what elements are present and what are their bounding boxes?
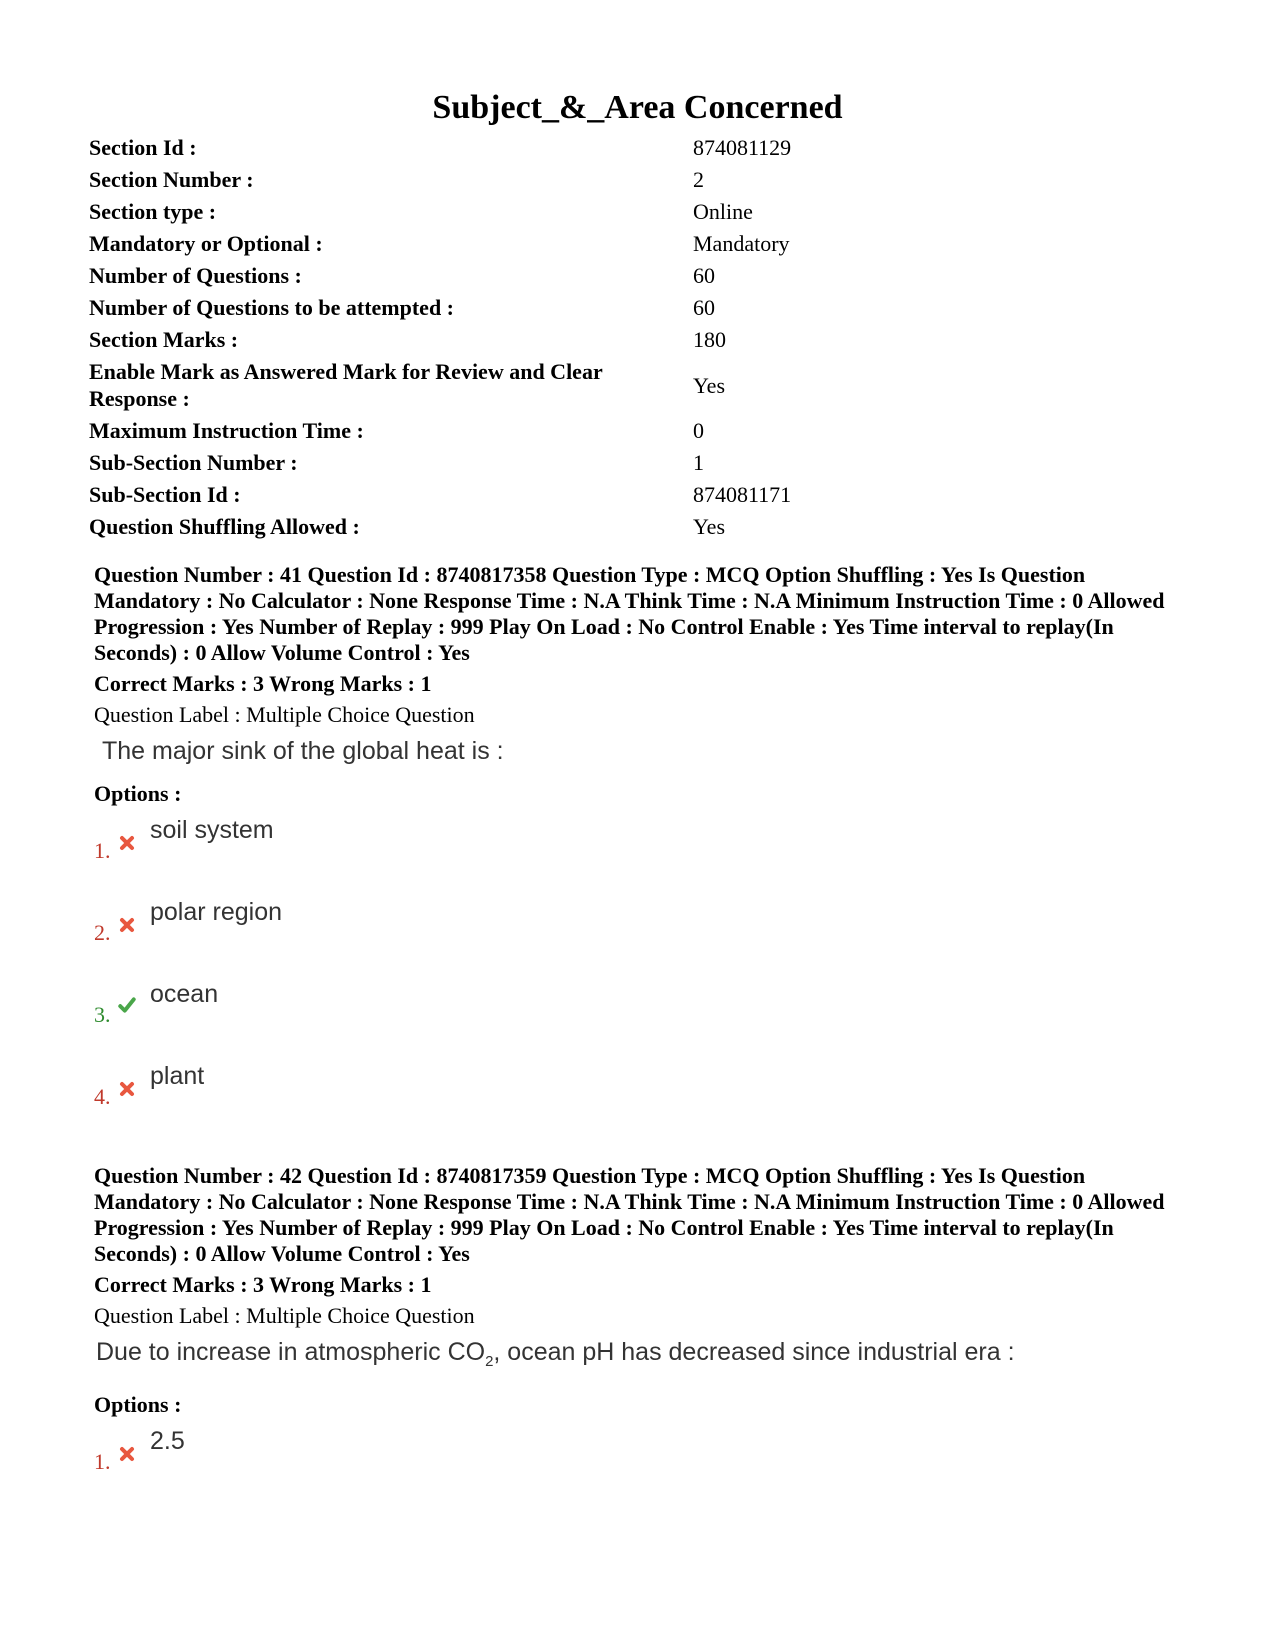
- info-label: Mandatory or Optional :: [89, 231, 323, 256]
- option-item: [94, 1426, 1194, 1508]
- question-text: [96, 1337, 1194, 1377]
- info-value: 1: [693, 450, 704, 475]
- question-text-subscript: 2: [485, 1353, 494, 1370]
- check-icon: [116, 996, 138, 1014]
- option-text: polar region: [150, 898, 283, 926]
- option-number: 1.: [94, 1449, 111, 1474]
- options-header: Options :: [94, 781, 182, 806]
- info-label: Sub-Section Number :: [89, 450, 298, 475]
- options-header: Options :: [94, 1392, 182, 1417]
- question-text: The major sink of the global heat is :: [102, 737, 504, 765]
- info-row-max-instruction-time: [89, 417, 1189, 444]
- question-label: Question Label : Multiple Choice Question: [94, 1303, 475, 1328]
- info-row-sub-section-id: [89, 481, 1189, 508]
- question-label: Question Label : Multiple Choice Question: [94, 702, 475, 727]
- question-42: [94, 1163, 1194, 1508]
- info-row-number-of-questions: [89, 262, 1189, 289]
- option-number: 4.: [94, 1084, 111, 1109]
- question-41: [94, 562, 1194, 1143]
- section-info-table: [89, 134, 1189, 540]
- option-text: soil system: [150, 816, 274, 844]
- question-marks: Correct Marks : 3 Wrong Marks : 1: [94, 1272, 432, 1297]
- info-row-section-id: [89, 134, 1189, 161]
- info-row-question-shuffling: [89, 513, 1189, 540]
- info-value: 180: [693, 327, 726, 352]
- option-item: [94, 897, 1194, 979]
- cross-icon: [119, 1081, 135, 1097]
- info-value: 60: [693, 263, 715, 288]
- cross-icon: [119, 835, 135, 851]
- info-row-enable-mark: [89, 358, 1189, 412]
- question-marks: Correct Marks : 3 Wrong Marks : 1: [94, 671, 432, 696]
- info-value: 874081129: [693, 135, 792, 160]
- cross-icon: [119, 917, 135, 933]
- options-list: [94, 815, 1194, 1143]
- info-value: Yes: [693, 372, 726, 398]
- option-item: [94, 979, 1194, 1061]
- info-label: Maximum Instruction Time :: [89, 418, 364, 443]
- info-label: Sub-Section Id :: [89, 482, 241, 507]
- info-label: Enable Mark as Answered Mark for Review and Clear Response :: [89, 359, 603, 411]
- info-label: Number of Questions to be attempted :: [89, 295, 455, 320]
- question-text-part: Due to increase in atmospheric CO: [96, 1338, 486, 1366]
- info-value: Mandatory: [693, 231, 790, 256]
- info-label: Section Id :: [89, 135, 197, 160]
- page-title: Subject_&_Area Concerned: [432, 89, 843, 126]
- option-item: [94, 1061, 1194, 1143]
- info-row-mandatory: [89, 230, 1189, 257]
- option-number: 3.: [94, 1002, 111, 1027]
- info-row-sub-section-number: [89, 449, 1189, 476]
- info-row-section-type: [89, 198, 1189, 225]
- info-value: Yes: [693, 514, 726, 539]
- info-value: 874081171: [693, 482, 792, 507]
- cross-icon: [119, 1446, 135, 1462]
- question-meta: Question Number : 42 Question Id : 8740817359 Question Type : MCQ Option Shuffling : Yes Is Question Mandatory : No Calculator : None Response Time : N.A Think Time : N.A Minimum Instruction Time : 0 Allowed Progression : Yes Number of Replay : 999 Play On Load : No Control Enable : Yes Time interval to replay(In Seconds) : 0 Allow Volume Control : Yes: [94, 1163, 1165, 1266]
- option-text: 2.5: [150, 1427, 185, 1455]
- info-row-section-number: [89, 166, 1189, 193]
- option-number: 1.: [94, 838, 111, 863]
- info-label: Section Number :: [89, 167, 254, 192]
- info-label: Question Shuffling Allowed :: [89, 514, 360, 539]
- option-number: 2.: [94, 920, 111, 945]
- info-value: 2: [693, 167, 704, 192]
- question-text-part: , ocean pH has decreased since industrial era :: [493, 1338, 1015, 1366]
- info-label: Section type :: [89, 199, 217, 224]
- info-row-questions-attempted: [89, 294, 1189, 321]
- options-list: [94, 1426, 1194, 1508]
- info-row-section-marks: [89, 326, 1189, 353]
- question-meta: Question Number : 41 Question Id : 8740817358 Question Type : MCQ Option Shuffling : Yes Is Question Mandatory : No Calculator : None Response Time : N.A Think Time : N.A Minimum Instruction Time : 0 Allowed Progression : Yes Number of Replay : 999 Play On Load : No Control Enable : Yes Time interval to replay(In Seconds) : 0 Allow Volume Control : Yes: [94, 562, 1165, 665]
- option-item: [94, 815, 1194, 897]
- option-text: plant: [150, 1062, 205, 1090]
- info-value: Online: [693, 199, 753, 224]
- info-value: 60: [693, 295, 715, 320]
- info-value: 0: [693, 418, 704, 443]
- info-label: Number of Questions :: [89, 263, 302, 288]
- info-label: Section Marks :: [89, 327, 239, 352]
- option-text: ocean: [150, 980, 219, 1008]
